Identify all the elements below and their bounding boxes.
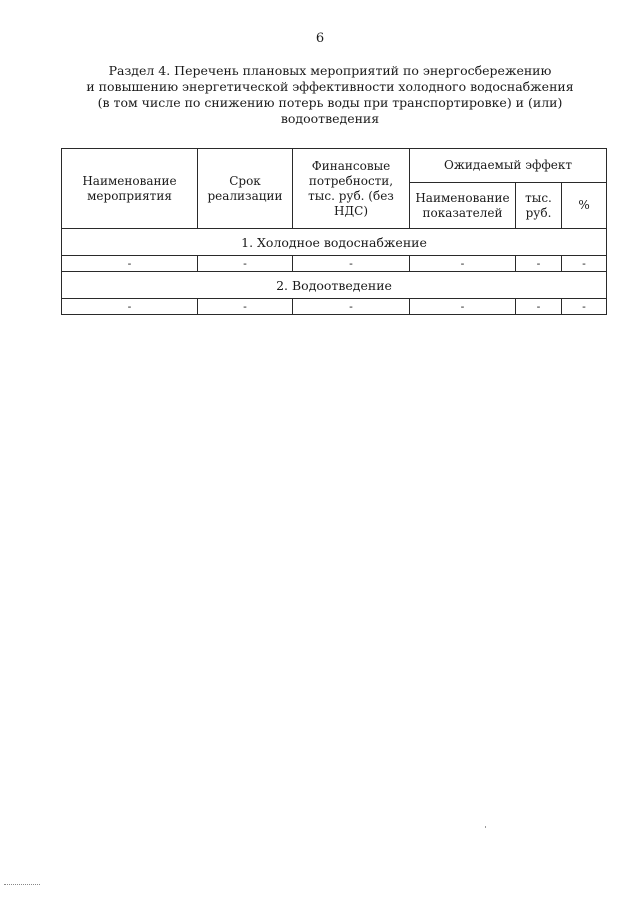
section-title-line-3: (в том числе по снижению потерь воды при транспортировке) и (или) bbox=[97, 95, 563, 110]
section-title-line-2: и повышению энергетической эффективности холодного водоснабжения bbox=[86, 79, 574, 94]
table-cell: - bbox=[198, 256, 293, 272]
section-title-line-4: водоотведения bbox=[280, 111, 380, 126]
table-cell: - bbox=[293, 299, 410, 315]
table-cell: - bbox=[410, 256, 516, 272]
section-heading-cold-water: 1. Холодное водоснабжение bbox=[62, 229, 607, 256]
table-cell: - bbox=[562, 299, 607, 315]
table-cell: - bbox=[293, 256, 410, 272]
scan-speck bbox=[485, 826, 486, 828]
table-row bbox=[62, 256, 607, 272]
measures-table bbox=[61, 148, 607, 315]
header-percent: % bbox=[562, 183, 607, 229]
table-cell: - bbox=[516, 299, 562, 315]
header-thousand-rub: тыс. руб. bbox=[516, 183, 562, 229]
header-indicator-name: Наименование показателей bbox=[410, 183, 516, 229]
section-title bbox=[60, 63, 600, 127]
table-row bbox=[62, 299, 607, 315]
table-cell: - bbox=[562, 256, 607, 272]
table-cell: - bbox=[62, 256, 198, 272]
table-cell: - bbox=[62, 299, 198, 315]
section-heading-drainage: 2. Водоотведение bbox=[62, 272, 607, 299]
header-measure-name: Наименование мероприятия bbox=[62, 149, 198, 229]
section-title-line-1: Раздел 4. Перечень плановых мероприятий по энергосбережению bbox=[108, 63, 552, 78]
table-cell: - bbox=[516, 256, 562, 272]
page-number: 6 bbox=[315, 31, 325, 46]
scan-mark bbox=[4, 884, 40, 886]
header-finance: Финансовые потребности, тыс. руб. (без НДС) bbox=[293, 149, 410, 229]
table-cell: - bbox=[410, 299, 516, 315]
header-expected-effect: Ожидаемый эффект bbox=[410, 149, 607, 183]
table-cell: - bbox=[198, 299, 293, 315]
header-term: Срок реализации bbox=[198, 149, 293, 229]
